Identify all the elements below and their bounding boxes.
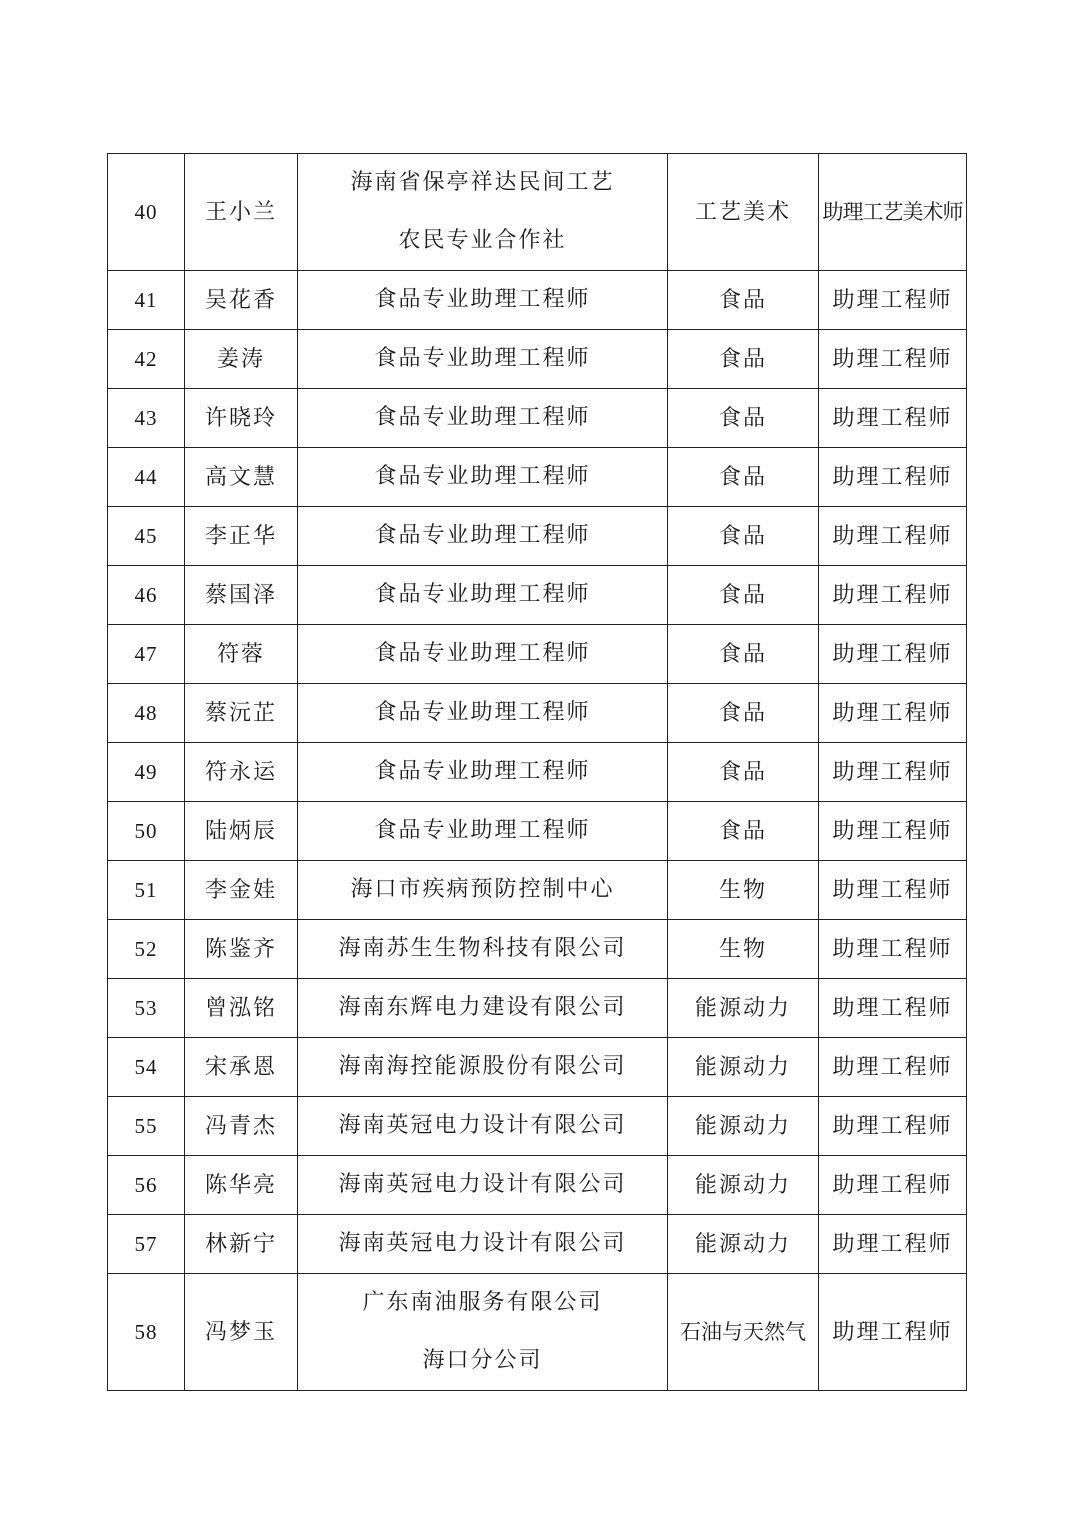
work-unit-line: 食品专业助理工程师 xyxy=(374,523,591,548)
table-row xyxy=(108,330,967,389)
qualification-cell: 助理工程师 xyxy=(819,1097,967,1156)
table-row xyxy=(108,1215,967,1274)
specialty-cell: 食品 xyxy=(668,448,819,507)
work-unit-cell xyxy=(298,802,668,861)
table-row xyxy=(108,154,967,271)
work-unit-line: 食品专业助理工程师 xyxy=(374,818,591,843)
work-unit-line: 海南苏生生物科技有限公司 xyxy=(338,936,627,961)
row-number-cell: 58 xyxy=(108,1274,185,1391)
row-number-cell: 53 xyxy=(108,979,185,1038)
name-cell: 蔡沅芷 xyxy=(185,684,298,743)
work-unit-cell xyxy=(298,566,668,625)
row-number-cell: 43 xyxy=(108,389,185,448)
specialty-cell: 食品 xyxy=(668,389,819,448)
table-row xyxy=(108,1274,967,1391)
qualification-cell: 助理工程师 xyxy=(819,271,967,330)
work-unit-line: 食品专业助理工程师 xyxy=(374,464,591,489)
qualification-cell: 助理工程师 xyxy=(819,920,967,979)
work-unit-line: 食品专业助理工程师 xyxy=(374,582,591,607)
specialty-cell: 食品 xyxy=(668,566,819,625)
work-unit-line: 海南省保亭祥达民间工艺 xyxy=(350,170,615,195)
name-cell: 姜涛 xyxy=(185,330,298,389)
work-unit-line: 海口分公司 xyxy=(422,1348,543,1373)
specialty-cell: 食品 xyxy=(668,271,819,330)
qualification-cell: 助理工艺美术师 xyxy=(819,154,967,271)
work-unit-cell xyxy=(298,1038,668,1097)
name-cell: 曾泓铭 xyxy=(185,979,298,1038)
table-row xyxy=(108,566,967,625)
row-number-cell: 51 xyxy=(108,861,185,920)
roster-table-body xyxy=(108,154,967,1391)
work-unit-cell xyxy=(298,448,668,507)
qualification-cell: 助理工程师 xyxy=(819,1038,967,1097)
work-unit-cell xyxy=(298,330,668,389)
qualification-cell: 助理工程师 xyxy=(819,1156,967,1215)
specialty-cell: 食品 xyxy=(668,507,819,566)
work-unit-line: 海南英冠电力设计有限公司 xyxy=(338,1113,627,1138)
name-cell: 冯青杰 xyxy=(185,1097,298,1156)
row-number-cell: 47 xyxy=(108,625,185,684)
work-unit-line: 食品专业助理工程师 xyxy=(374,346,591,371)
work-unit-cell xyxy=(298,625,668,684)
table-row xyxy=(108,507,967,566)
work-unit-line: 食品专业助理工程师 xyxy=(374,287,591,312)
work-unit-cell xyxy=(298,920,668,979)
work-unit-line: 食品专业助理工程师 xyxy=(374,405,591,430)
specialty-cell: 石油与天然气 xyxy=(668,1274,819,1391)
qualification-cell: 助理工程师 xyxy=(819,330,967,389)
table-row xyxy=(108,271,967,330)
qualification-cell: 助理工程师 xyxy=(819,802,967,861)
table-row xyxy=(108,625,967,684)
row-number-cell: 42 xyxy=(108,330,185,389)
table-row xyxy=(108,1156,967,1215)
specialty-cell: 食品 xyxy=(668,802,819,861)
specialty-cell: 食品 xyxy=(668,330,819,389)
name-cell: 符永运 xyxy=(185,743,298,802)
table-row xyxy=(108,743,967,802)
name-cell: 宋承恩 xyxy=(185,1038,298,1097)
name-cell: 李金娃 xyxy=(185,861,298,920)
work-unit-cell xyxy=(298,507,668,566)
work-unit-cell xyxy=(298,154,668,271)
name-cell: 许晓玲 xyxy=(185,389,298,448)
name-cell: 符蓉 xyxy=(185,625,298,684)
table-row xyxy=(108,861,967,920)
qualification-cell: 助理工程师 xyxy=(819,684,967,743)
work-unit-cell xyxy=(298,389,668,448)
work-unit-cell xyxy=(298,1274,668,1391)
specialty-cell: 能源动力 xyxy=(668,1215,819,1274)
row-number-cell: 50 xyxy=(108,802,185,861)
qualification-cell: 助理工程师 xyxy=(819,743,967,802)
row-number-cell: 49 xyxy=(108,743,185,802)
row-number-cell: 45 xyxy=(108,507,185,566)
work-unit-line: 食品专业助理工程师 xyxy=(374,759,591,784)
specialty-cell: 食品 xyxy=(668,743,819,802)
work-unit-line: 食品专业助理工程师 xyxy=(374,700,591,725)
qualification-cell: 助理工程师 xyxy=(819,507,967,566)
qualification-cell: 助理工程师 xyxy=(819,1215,967,1274)
work-unit-cell xyxy=(298,979,668,1038)
qualification-cell: 助理工程师 xyxy=(819,1274,967,1391)
qualification-cell: 助理工程师 xyxy=(819,389,967,448)
row-number-cell: 55 xyxy=(108,1097,185,1156)
table-row xyxy=(108,802,967,861)
name-cell: 林新宁 xyxy=(185,1215,298,1274)
row-number-cell: 40 xyxy=(108,154,185,271)
table-row xyxy=(108,448,967,507)
row-number-cell: 56 xyxy=(108,1156,185,1215)
specialty-cell: 食品 xyxy=(668,684,819,743)
specialty-cell: 能源动力 xyxy=(668,1038,819,1097)
row-number-cell: 48 xyxy=(108,684,185,743)
specialty-cell: 能源动力 xyxy=(668,979,819,1038)
work-unit-line: 海南海控能源股份有限公司 xyxy=(338,1054,627,1079)
name-cell: 陈华亮 xyxy=(185,1156,298,1215)
name-cell: 李正华 xyxy=(185,507,298,566)
qualification-cell: 助理工程师 xyxy=(819,625,967,684)
table-row xyxy=(108,979,967,1038)
row-number-cell: 54 xyxy=(108,1038,185,1097)
work-unit-line: 食品专业助理工程师 xyxy=(374,641,591,666)
work-unit-cell xyxy=(298,861,668,920)
work-unit-cell xyxy=(298,1097,668,1156)
name-cell: 陆炳辰 xyxy=(185,802,298,861)
row-number-cell: 41 xyxy=(108,271,185,330)
table-row xyxy=(108,1097,967,1156)
work-unit-cell xyxy=(298,1156,668,1215)
work-unit-line: 海南英冠电力设计有限公司 xyxy=(338,1231,627,1256)
table-row xyxy=(108,684,967,743)
work-unit-cell xyxy=(298,684,668,743)
work-unit-line: 海南东辉电力建设有限公司 xyxy=(338,995,627,1020)
work-unit-line: 海口市疾病预防控制中心 xyxy=(350,877,615,902)
specialty-cell: 能源动力 xyxy=(668,1156,819,1215)
name-cell: 冯梦玉 xyxy=(185,1274,298,1391)
specialty-cell: 工艺美术 xyxy=(668,154,819,271)
work-unit-cell xyxy=(298,743,668,802)
specialty-cell: 生物 xyxy=(668,861,819,920)
specialty-cell: 食品 xyxy=(668,625,819,684)
work-unit-line: 广东南油服务有限公司 xyxy=(362,1290,603,1315)
qualification-cell: 助理工程师 xyxy=(819,448,967,507)
work-unit-cell xyxy=(298,1215,668,1274)
row-number-cell: 44 xyxy=(108,448,185,507)
specialty-cell: 生物 xyxy=(668,920,819,979)
name-cell: 王小兰 xyxy=(185,154,298,271)
specialty-cell: 能源动力 xyxy=(668,1097,819,1156)
row-number-cell: 57 xyxy=(108,1215,185,1274)
qualification-cell: 助理工程师 xyxy=(819,979,967,1038)
work-unit-line: 农民专业合作社 xyxy=(398,228,567,253)
row-number-cell: 46 xyxy=(108,566,185,625)
table-row xyxy=(108,1038,967,1097)
name-cell: 高文慧 xyxy=(185,448,298,507)
work-unit-line: 海南英冠电力设计有限公司 xyxy=(338,1172,627,1197)
name-cell: 蔡国泽 xyxy=(185,566,298,625)
table-row xyxy=(108,920,967,979)
qualification-cell: 助理工程师 xyxy=(819,861,967,920)
row-number-cell: 52 xyxy=(108,920,185,979)
name-cell: 吴花香 xyxy=(185,271,298,330)
work-unit-cell xyxy=(298,271,668,330)
roster-table xyxy=(107,153,967,1391)
table-row xyxy=(108,389,967,448)
name-cell: 陈鉴齐 xyxy=(185,920,298,979)
qualification-cell: 助理工程师 xyxy=(819,566,967,625)
